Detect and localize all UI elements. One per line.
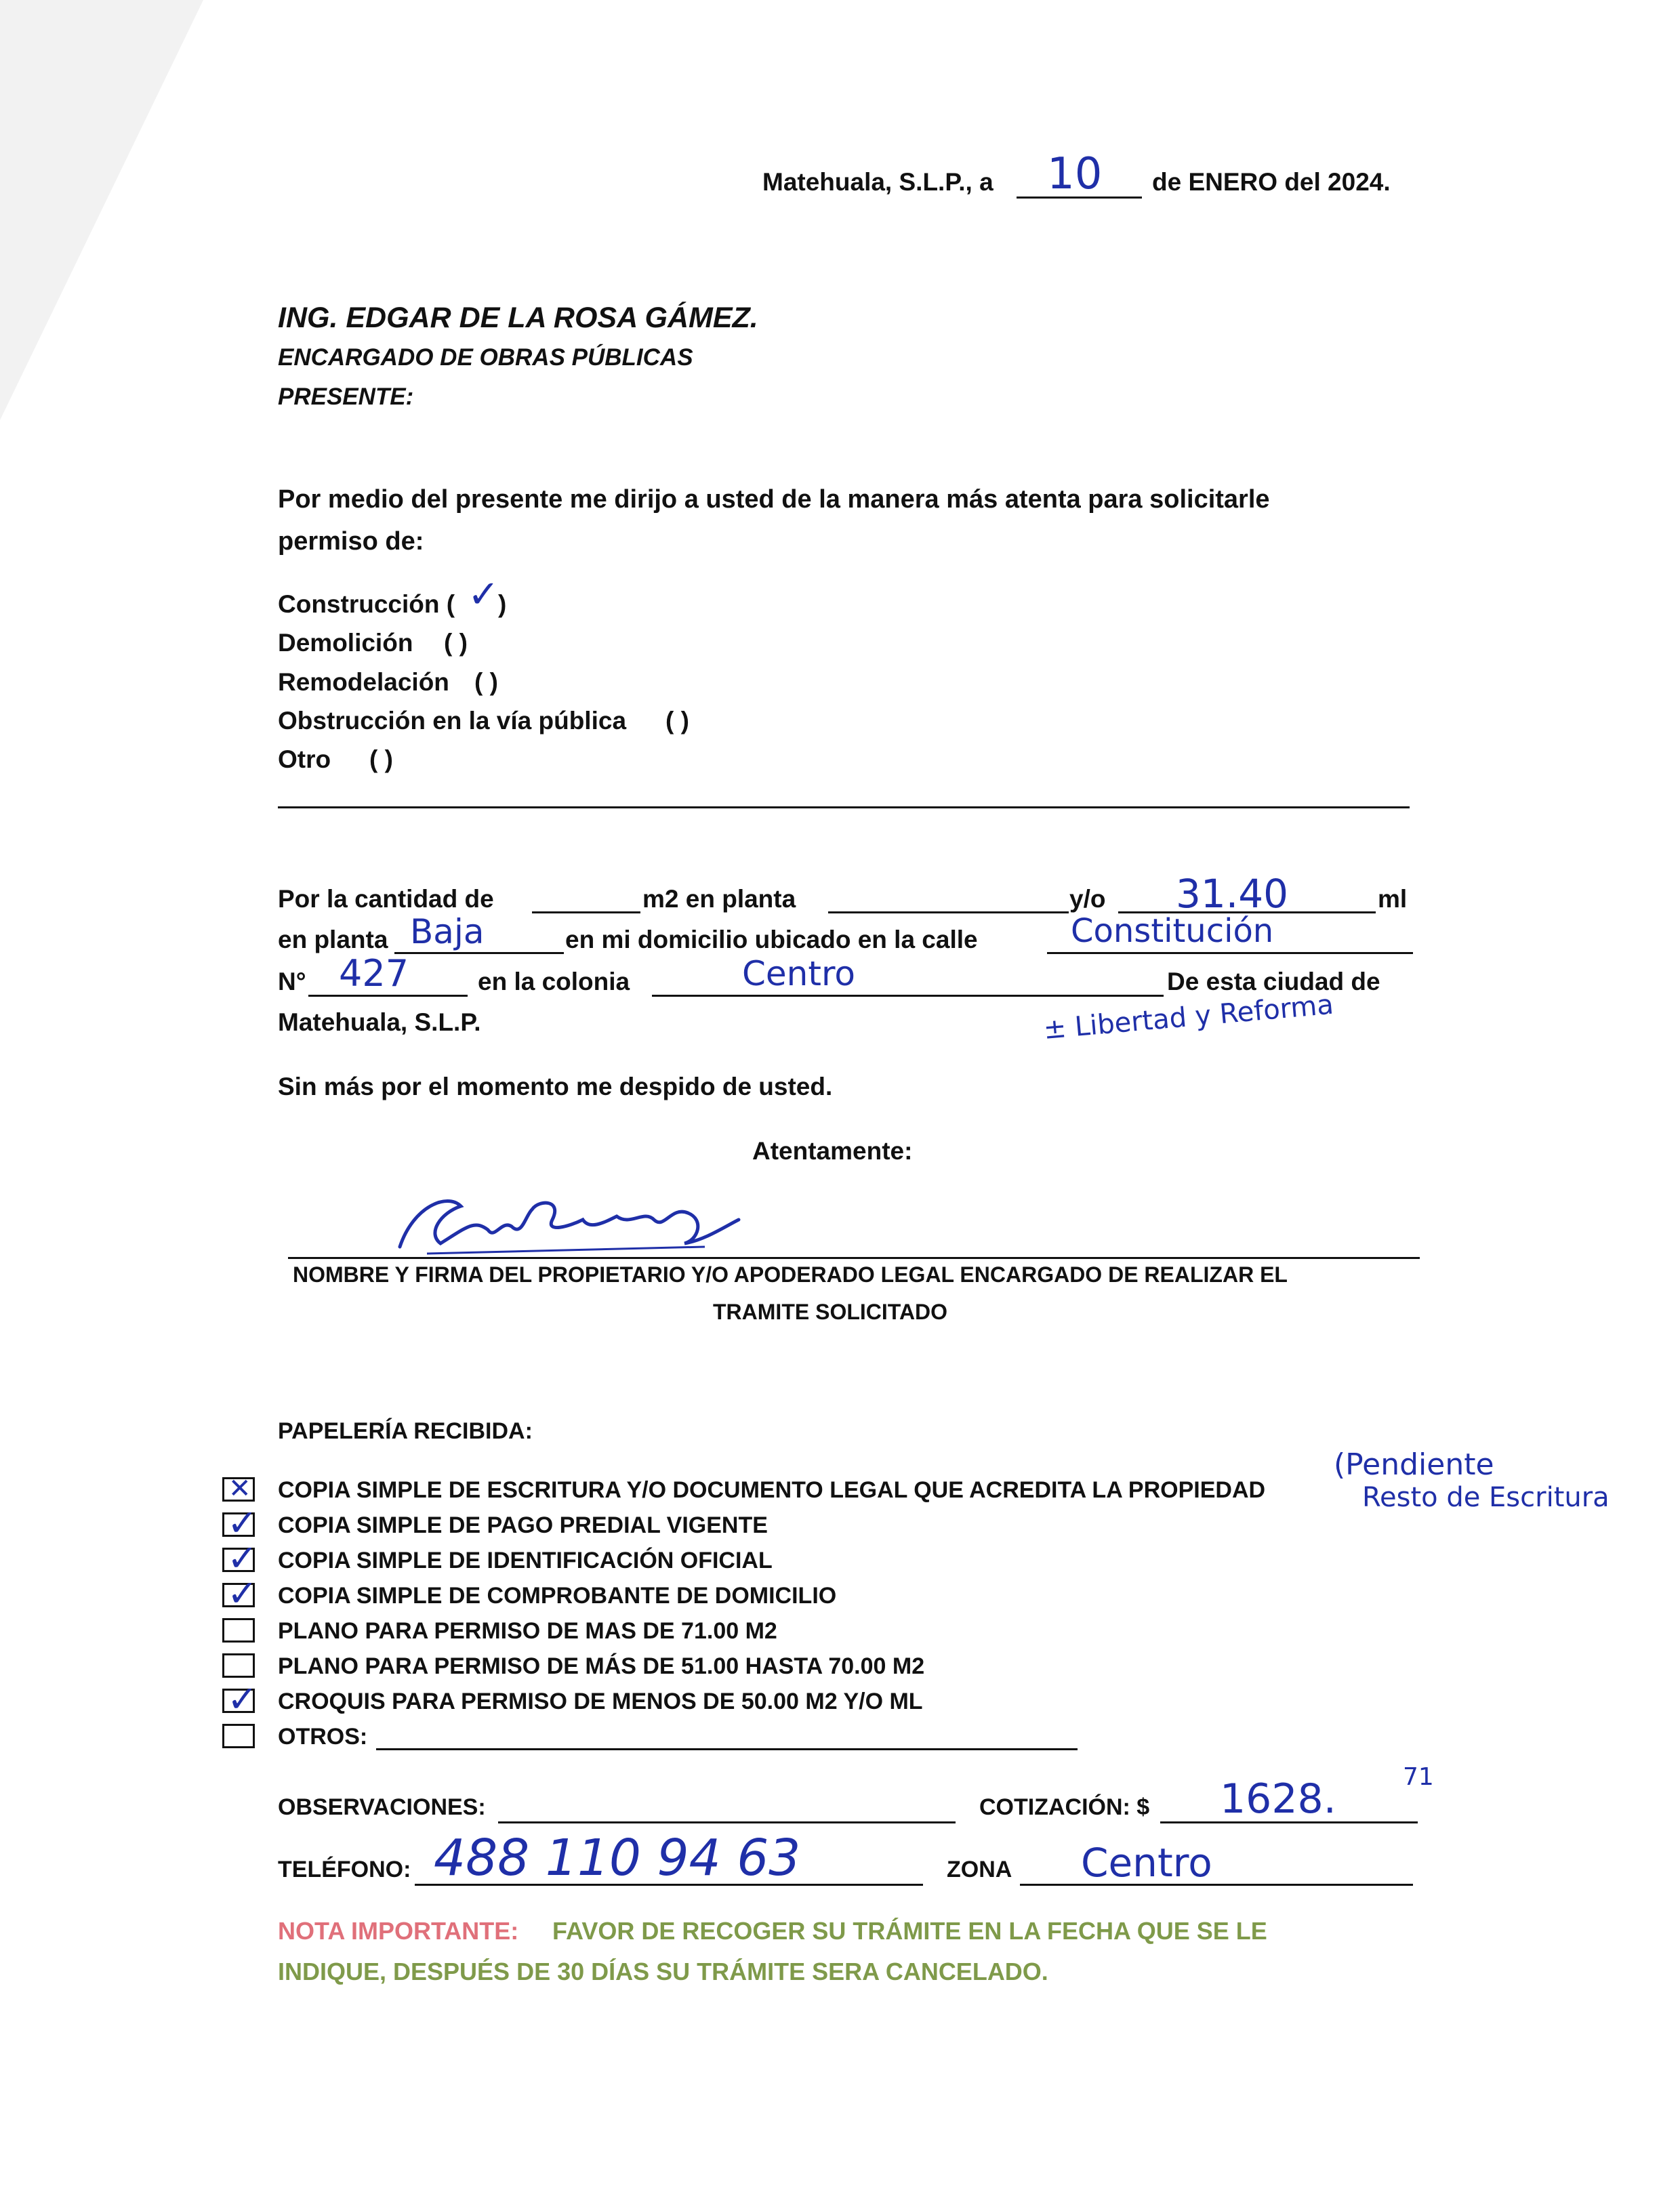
cotizacion-value-handwritten: 1628. xyxy=(1220,1775,1336,1823)
cross-streets-handwritten: ± Libertad y Reforma xyxy=(1042,989,1335,1046)
detail-ciudad: De esta ciudad de xyxy=(1167,968,1380,995)
check-mark-icon: ✓ xyxy=(227,1572,258,1615)
cotizacion-cents-handwritten: 71 xyxy=(1403,1763,1434,1791)
page-fold-shadow xyxy=(0,0,203,420)
detail-ml: ml xyxy=(1378,885,1408,913)
papeleria-item-label: PLANO PARA PERMISO DE MAS DE 71.00 M2 xyxy=(278,1618,777,1644)
detail-domicilio: en mi domicilio ubicado en la calle xyxy=(565,926,978,953)
check-mark-icon: ✓ xyxy=(227,1678,258,1720)
closing-atentamente: Atentamente: xyxy=(752,1137,913,1165)
checkbox-domicilio[interactable] xyxy=(222,1572,258,1615)
addressee-name: ING. EDGAR DE LA ROSA GÁMEZ. xyxy=(278,302,758,334)
date-suffix: de ENERO del 2024. xyxy=(1152,168,1391,196)
detail-yo: y/o xyxy=(1069,885,1106,913)
signature-caption-2: TRAMITE SOLICITADO xyxy=(713,1300,948,1324)
addressee-presente: PRESENTE: xyxy=(278,384,414,410)
detail-en-planta: en planta xyxy=(278,926,388,953)
zona-label: ZONA xyxy=(947,1857,1012,1882)
x-mark-icon: ✕ xyxy=(228,1473,251,1504)
checkbox-identificacion[interactable] xyxy=(222,1537,258,1580)
permit-type-close: ( ) xyxy=(665,707,689,735)
numero-value-handwritten: 427 xyxy=(339,952,409,995)
checkbox-plano-71[interactable] xyxy=(222,1618,255,1643)
nota-text-1: FAVOR DE RECOGER SU TRÁMITE EN LA FECHA QUE SE LE xyxy=(552,1917,1267,1945)
zona-line xyxy=(1020,1884,1413,1886)
telefono-value-handwritten: 488 110 94 63 xyxy=(434,1829,801,1887)
checkbox-escritura[interactable] xyxy=(222,1473,255,1504)
otros-line xyxy=(376,1748,1078,1750)
permit-type-label: Obstrucción en la vía pública xyxy=(278,707,627,735)
papeleria-item-label: COPIA SIMPLE DE ESCRITURA Y/O DOCUMENTO LEGAL QUE ACREDITA LA PROPIEDAD xyxy=(278,1477,1266,1503)
permit-type-label: Construcción ( xyxy=(278,590,455,618)
signature-caption-1: NOMBRE Y FIRMA DEL PROPIETARIO Y/O APODERADO LEGAL ENCARGADO DE REALIZAR EL xyxy=(293,1262,1288,1287)
permit-type-close: ( ) xyxy=(444,629,468,657)
date-prefix: Matehuala, S.L.P., a xyxy=(762,168,993,196)
colonia-line xyxy=(652,995,1164,997)
addressee-position: ENCARGADO DE OBRAS PÚBLICAS xyxy=(278,344,693,371)
permit-type-label: Remodelación xyxy=(278,668,449,696)
planta-line xyxy=(394,952,564,954)
nota-text-2: INDIQUE, DESPUÉS DE 30 DÍAS SU TRÁMITE SERA CANCELADO. xyxy=(278,1958,1048,1985)
pendiente-note-line-1: (Pendiente xyxy=(1334,1447,1494,1482)
detail-ciudad-2: Matehuala, S.L.P. xyxy=(278,1008,481,1036)
checkbox-predial[interactable] xyxy=(222,1502,258,1544)
permit-type-label: Otro xyxy=(278,745,331,773)
papeleria-item-label: PLANO PARA PERMISO DE MÁS DE 51.00 HASTA 70.00 M2 xyxy=(278,1653,925,1679)
colonia-value-handwritten: Centro xyxy=(742,954,856,993)
intro-line-2: permiso de: xyxy=(278,527,424,556)
closing-despedida: Sin más por el momento me despido de usted. xyxy=(278,1073,833,1100)
checkbox-plano-51-70[interactable] xyxy=(222,1653,255,1678)
detail-m2-planta: m2 en planta xyxy=(642,885,796,913)
intro-line-1: Por medio del presente me dirijo a usted de la manera más atenta para solicitarle xyxy=(278,485,1270,514)
date-day-handwritten: 10 xyxy=(1047,149,1103,199)
zona-value-handwritten: Centro xyxy=(1081,1840,1212,1886)
ml-value-handwritten: 31.40 xyxy=(1176,871,1289,917)
telefono-label: TELÉFONO: xyxy=(278,1857,411,1882)
check-mark-icon: ✓ xyxy=(468,573,499,617)
detail-colonia-label: en la colonia xyxy=(478,968,630,995)
papeleria-title: PAPELERÍA RECIBIDA: xyxy=(278,1418,533,1444)
permit-type-close: ( ) xyxy=(474,668,498,696)
permit-type-close: ( ) xyxy=(369,745,393,773)
numero-line xyxy=(308,995,468,997)
checkbox-otros[interactable] xyxy=(222,1724,255,1748)
papeleria-item-label: OTROS: xyxy=(278,1724,368,1750)
detail-numero-label: N° xyxy=(278,968,306,995)
check-mark-icon: ✓ xyxy=(227,1502,258,1544)
check-mark-icon: ✓ xyxy=(227,1537,258,1580)
permit-type-close: ) xyxy=(498,590,507,618)
signature-line xyxy=(288,1257,1420,1259)
papeleria-item-label: COPIA SIMPLE DE IDENTIFICACIÓN OFICIAL xyxy=(278,1548,773,1573)
pendiente-note-line-2: Resto de Escritura xyxy=(1362,1482,1610,1513)
permit-type-label: Demolición xyxy=(278,629,413,657)
observaciones-label: OBSERVACIONES: xyxy=(278,1794,486,1820)
cantidad-line xyxy=(532,911,640,913)
handwritten-signature xyxy=(386,1179,752,1267)
planta-value-handwritten: Baja xyxy=(410,912,485,951)
papeleria-item-label: COPIA SIMPLE DE COMPROBANTE DE DOMICILIO xyxy=(278,1583,837,1609)
detail-por-cantidad: Por la cantidad de xyxy=(278,885,494,913)
papeleria-item-label: CROQUIS PARA PERMISO DE MENOS DE 50.00 M2 Y/O ML xyxy=(278,1689,923,1714)
papeleria-item-label: COPIA SIMPLE DE PAGO PREDIAL VIGENTE xyxy=(278,1512,768,1538)
otro-blank-line xyxy=(278,806,1410,808)
observaciones-line xyxy=(498,1821,956,1823)
calle-line xyxy=(1047,952,1413,954)
calle-value-handwritten: Constitución xyxy=(1071,912,1274,950)
cotizacion-label: COTIZACIÓN: $ xyxy=(979,1794,1150,1820)
nota-importante-label: NOTA IMPORTANTE: xyxy=(278,1917,519,1945)
checkbox-croquis[interactable] xyxy=(222,1678,258,1720)
m2-planta-line xyxy=(828,911,1069,913)
